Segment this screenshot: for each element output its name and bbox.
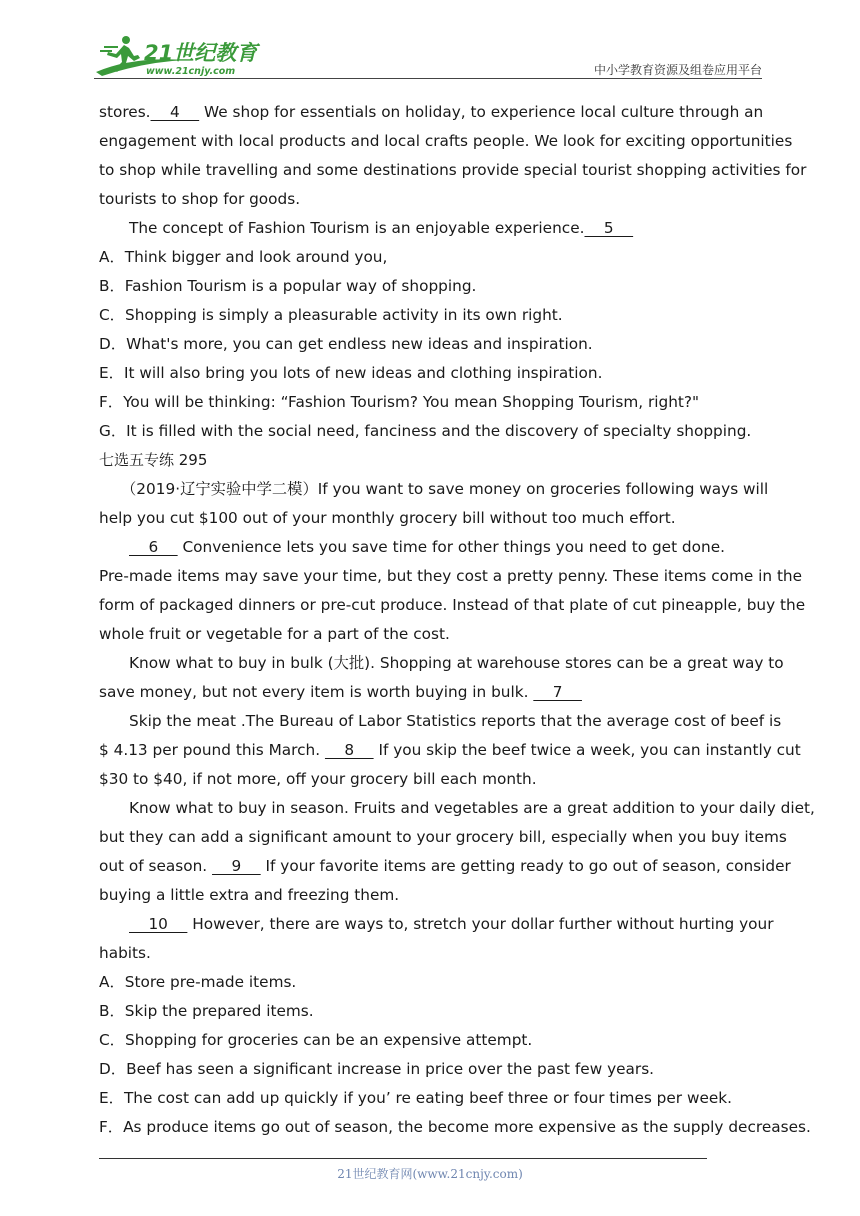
option-f: F．As produce items go out of season, the become more expensive as the supply decreases. — [99, 1118, 811, 1136]
page-footer: 21世纪教育网(www.21cnjy.com) — [337, 1167, 523, 1181]
logo-url-text: www.21cnjy.com — [146, 66, 236, 77]
answer-blank-5: 5 — [584, 219, 634, 237]
text-line: engagement with local products and local crafts people. We look for exciting opportunities — [99, 132, 793, 150]
option-a: A．Store pre-made items. — [99, 973, 297, 991]
answer-blank-6: 6 — [129, 538, 178, 556]
text-span: save money, but not every item is worth buying in bulk. — [99, 683, 534, 701]
text-line: Skip the meat .The Bureau of Labor Statistics reports that the average cost of beef is — [129, 712, 782, 730]
footer-divider — [99, 1158, 707, 1159]
text-line: help you cut $100 out of your monthly grocery bill without too much effort. — [99, 509, 676, 527]
option-f: F．You will be thinking: “Fashion Tourism? You mean Shopping Tourism, right?" — [99, 393, 700, 411]
option-b: B．Fashion Tourism is a popular way of shopping. — [99, 277, 477, 295]
text-line — [99, 678, 767, 707]
answer-blank-4: 4 — [150, 103, 200, 121]
text-span: If your favorite items are getting ready to go out of season, consider — [260, 857, 791, 875]
text-line — [99, 214, 767, 243]
text-span: stores. — [99, 103, 151, 121]
answer-blank-8: 8 — [324, 741, 374, 759]
answer-blank-10: 10 — [129, 915, 188, 933]
text-line: $30 to $40, if not more, off your grocery bill each month. — [99, 770, 537, 788]
text-line — [99, 736, 801, 765]
platform-name: 中小学教育资源及组卷应用平台 — [593, 63, 762, 77]
text-span: We shop for essentials on holiday, to experience local culture through an — [199, 103, 764, 121]
text-span: Convenience lets you save time for other things you need to get done. — [177, 538, 725, 556]
answer-blank-9: 9 — [212, 857, 261, 875]
runner-logo-icon — [94, 34, 264, 78]
answer-blank-7: 7 — [533, 683, 582, 701]
option-g: G．It is filled with the social need, fanciness and the discovery of specialty shopping. — [99, 422, 752, 440]
option-d: D．What's more, you can get endless new ideas and inspiration. — [99, 335, 593, 353]
text-span: The concept of Fashion Tourism is an enjoyable experience. — [129, 219, 585, 237]
text-line: Know what to buy in season. Fruits and vegetables are a great addition to your daily diet, — [129, 799, 815, 817]
text-line: Pre-made items may save your time, but they cost a pretty penny. These items come in the — [99, 567, 803, 585]
text-span: $ 4.13 per pound this March. — [99, 741, 325, 759]
text-line: form of packaged dinners or pre-cut produce. Instead of that plate of cut pineapple, buy the — [99, 596, 806, 614]
text-span: out of season. — [99, 857, 213, 875]
text-line: whole fruit or vegetable for a part of the cost. — [99, 625, 450, 643]
text-line — [99, 910, 774, 939]
option-a: A．Think bigger and look around you, — [99, 248, 388, 266]
option-c: C．Shopping is simply a pleasurable activity in its own right. — [99, 306, 563, 324]
text-line: habits. — [99, 944, 151, 962]
text-line: to shop while travelling and some destinations provide special tourist shopping activities for — [99, 161, 807, 179]
header-divider — [94, 78, 762, 79]
text-line — [99, 533, 767, 562]
text-line: （2019·辽宁实验中学二模）If you want to save money on groceries following ways will — [121, 480, 769, 498]
text-line — [99, 98, 767, 127]
text-line: but they can add a significant amount to your grocery bill, especially when you buy items — [99, 828, 787, 846]
document-body — [99, 98, 815, 1142]
text-line: tourists to shop for goods. — [99, 190, 301, 208]
option-d: D．Beef has seen a significant increase in price over the past few years. — [99, 1060, 655, 1078]
option-c: C．Shopping for groceries can be an expensive attempt. — [99, 1031, 533, 1049]
text-line: Know what to buy in bulk (大批). Shopping at warehouse stores can be a great way to — [129, 654, 784, 672]
text-span: If you skip the beef twice a week, you can instantly cut — [373, 741, 801, 759]
page-header — [94, 30, 762, 80]
logo — [94, 34, 264, 78]
logo-main-text: 21世纪教育 — [144, 41, 258, 65]
text-line: buying a little extra and freezing them. — [99, 886, 400, 904]
option-e: E．It will also bring you lots of new ideas and clothing inspiration. — [99, 364, 603, 382]
option-e: E．The cost can add up quickly if you’ re eating beef three or four times per week. — [99, 1089, 733, 1107]
option-b: B．Skip the prepared items. — [99, 1002, 314, 1020]
section-title: 七选五专练 295 — [99, 451, 208, 469]
text-line — [99, 852, 791, 881]
text-span: However, there are ways to, stretch your dollar further without hurting your — [187, 915, 774, 933]
